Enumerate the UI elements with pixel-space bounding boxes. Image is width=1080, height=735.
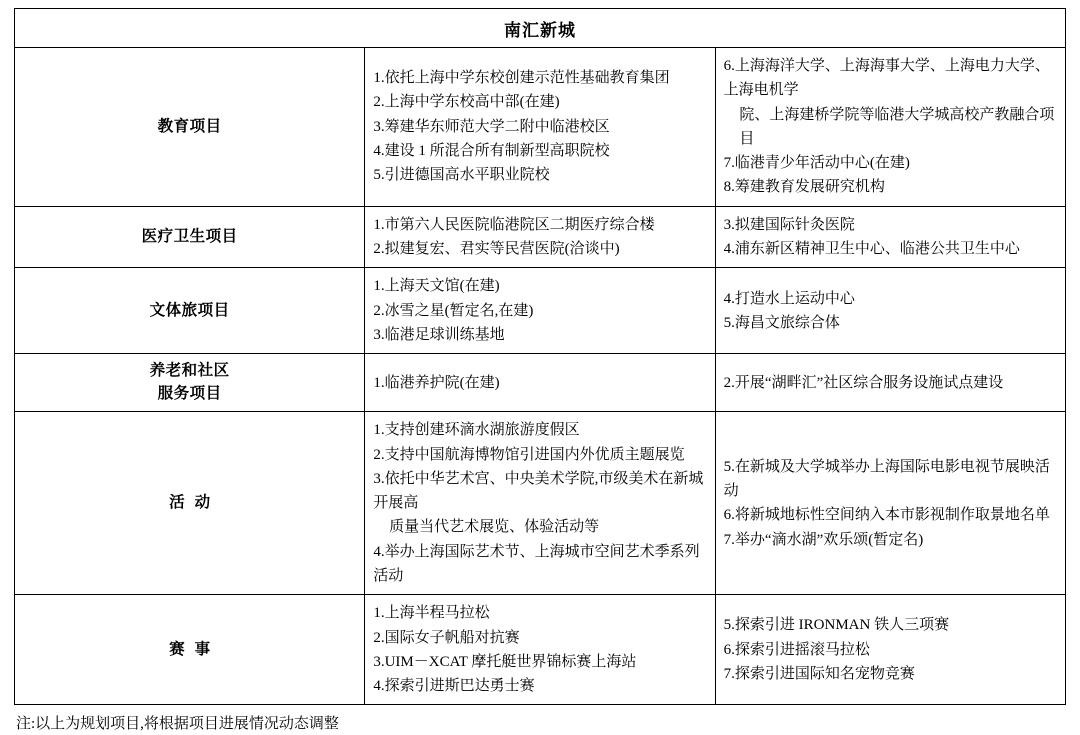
list-item: 5.在新城及大学城举办上海国际电影电视节展映活动 [723,458,1050,499]
items-cell-left [365,206,715,268]
list-item: 2.拟建复宏、君实等民营医院(洽谈中) [373,241,620,258]
list-item: 4.建设 1 所混合所有制新型高职院校 [373,143,610,160]
list-item: 4.浦东新区精神卫生中心、临港公共卫生中心 [723,241,1020,258]
list-item: 4.打造水上运动中心 [723,290,855,307]
item-list [373,418,706,588]
list-item: 6.上海海洋大学、上海海事大学、上海电力大学、上海电机学 [723,58,1050,99]
list-item: 8.筹建教育发展研究机构 [723,179,885,196]
list-item: 5.引进德国高水平职业院校 [373,167,550,184]
item-list [373,371,706,395]
category-label: 医疗卫生项目 [141,227,238,245]
items-cell-left [365,48,715,207]
category-cell [15,412,365,595]
item-list [373,213,706,262]
table-row [15,595,1066,705]
items-cell-left [365,595,715,705]
table-row [15,268,1066,354]
category-cell [15,206,365,268]
items-cell-right [715,48,1065,207]
item-list [724,54,1057,200]
list-item: 7.举办“滴水湖”欢乐颂(暂定名) [723,531,924,548]
list-item: 1.上海天文馆(在建) [373,278,500,295]
item-list [373,601,706,698]
items-cell-right [715,268,1065,354]
items-cell-right [715,412,1065,595]
table-row [15,412,1066,595]
list-item: 1.上海半程马拉松 [373,605,490,622]
list-item: 4.探索引进斯巴达勇士赛 [373,678,535,695]
list-item: 2.开展“湖畔汇”社区综合服务设施试点建设 [723,374,1004,391]
list-item: 3.依托中华艺术宫、中央美术学院,市级美术在新城开展高 [373,470,704,512]
list-item: 3.临港足球训练基地 [373,326,505,343]
list-item-continuation: 质量当代艺术展览、体验活动等 [389,519,600,536]
item-list [373,274,706,347]
items-cell-right [715,595,1065,705]
category-cell [15,48,365,207]
list-item: 6.探索引进摇滚马拉松 [723,641,870,658]
category-label: 养老和社区 [149,362,230,380]
plan-table [14,8,1066,705]
item-list [724,213,1057,262]
list-item: 2.支持中国航海博物馆引进国内外优质主题展览 [373,446,685,463]
item-list [724,613,1057,686]
plan-table-body [15,9,1066,705]
category-label: 活动 [169,494,221,511]
list-item: 3.筹建华东师范大学二附中临港校区 [373,118,610,135]
category-label: 文体旅项目 [149,301,230,319]
list-item: 2.冰雪之星(暂定名,在建) [373,302,534,319]
list-item: 5.探索引进 IRONMAN 铁人三项赛 [723,617,950,634]
list-item: 4.举办上海国际艺术节、上海城市空间艺术季系列活动 [373,543,700,584]
list-item: 3.拟建国际针灸医院 [723,216,855,233]
items-cell-left [365,268,715,354]
item-list [724,455,1057,552]
items-cell-left [365,354,715,412]
page-title: 南汇新城 [15,9,1066,48]
items-cell-right [715,354,1065,412]
item-list [724,287,1057,336]
item-list [373,66,706,187]
category-label: 赛事 [169,640,221,658]
list-item: 7.探索引进国际知名宠物竞赛 [723,666,915,683]
list-item: 2.国际女子帆船对抗赛 [373,629,520,646]
table-note: 注:以上为规划项目,将根据项目进展情况动态调整 [16,716,339,733]
list-item: 1.依托上海中学东校创建示范性基础教育集团 [373,70,670,87]
category-label: 教育项目 [157,117,222,135]
table-row [15,354,1066,412]
category-cell [15,595,365,705]
table-title-row [15,9,1066,48]
list-item: 2.上海中学东校高中部(在建) [373,94,560,111]
table-row [15,206,1066,268]
list-item: 5.海昌文旅综合体 [723,314,840,331]
table-row [15,48,1066,207]
items-cell-right [715,206,1065,268]
category-label: 服务项目 [157,384,222,402]
list-item [724,103,1057,152]
list-item: 3.UIM－XCAT 摩托艇世界锦标赛上海站 [373,653,637,670]
list-item: 1.支持创建环滴水湖旅游度假区 [373,422,580,439]
list-item [373,515,706,539]
items-cell-left [365,412,715,595]
category-cell [15,354,365,412]
list-item: 6.将新城地标性空间纳入本市影视制作取景地名单 [723,507,1050,524]
list-item-continuation: 院、上海建桥学院等临港大学城高校产教融合项目 [739,106,1055,147]
category-cell [15,268,365,354]
list-item: 1.市第六人民医院临港院区二期医疗综合楼 [373,216,655,233]
list-item: 1.临港养护院(在建) [373,374,500,391]
list-item: 7.临港青少年活动中心(在建) [723,155,910,172]
item-list [724,371,1057,395]
